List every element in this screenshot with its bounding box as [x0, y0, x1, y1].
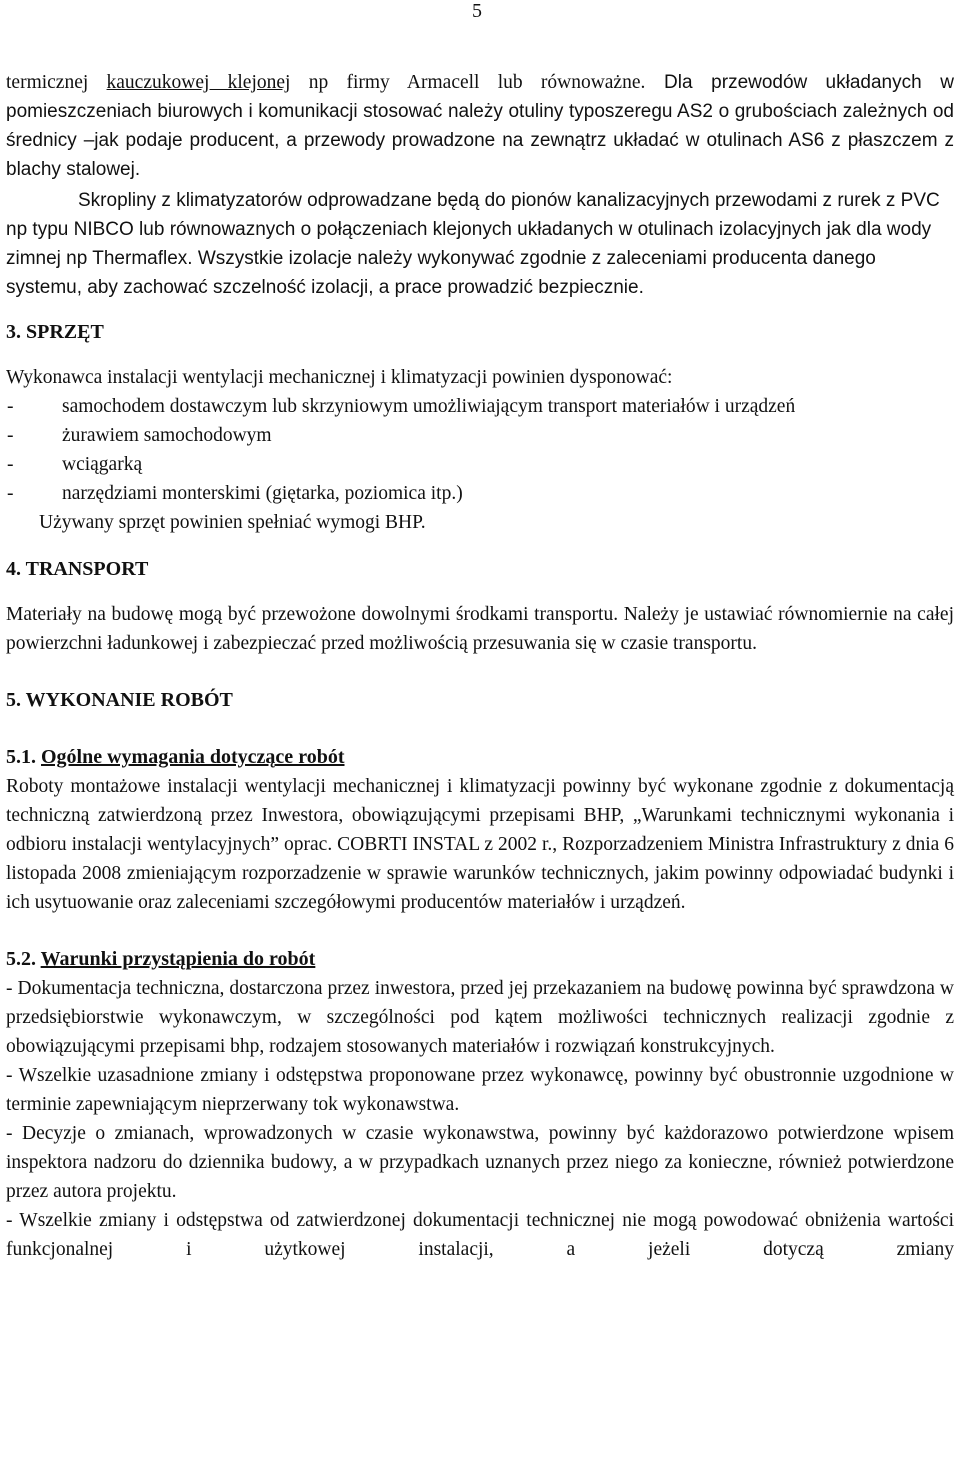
intro-text-end: prowadzone na zewnątrz układać w otulinach AS6 z płaszczem z blachy stalowej.: [6, 130, 954, 180]
section-5-2-paragraph: - Decyzje o zmianach, wprowadzonych w czasie wykonawstwa, powinny być każdorazowo potwierdzone wpisem inspektora nadzoru do dziennika budowy, a w przypadkach uznanych przez niego za konieczne, również potwierdzone przez autora projektu.: [6, 1123, 954, 1202]
condensate-text-2: Wszystkie izolacje należy wykonywać zgodnie z zaleceniami producenta danego systemu, aby zachować szczelność izolacji, a prace prowadzić bezpiecznie.: [6, 248, 876, 298]
section-3-note: Używany sprzęt powinien spełniać wymogi BHP.: [39, 512, 426, 533]
section-5-1-text: Roboty montażowe instalacji wentylacji mechanicznej i klimatyzacji powinny być wykonane zgodnie z dokumentacją techniczną zatwierdzoną przez Inwestora, obowiązującymi przepisami BHP, „Warunkami technicznymi wykonania i odbioru instalacji wentylacyjnych” oprac. COBRTI INSTAL z 2002 r., Rozporzadzeniem Ministra Infrastruktury z dnia 6 listopada 2008 zmieniającym rozporzadzenie w sprawie warunków technicznych, jakim powinny odpowiadać budynki i ich usytuowanie oraz zaleceniami szczegółowymi producentów materiałów i urządzeń.: [6, 776, 954, 913]
section-5-2-paragraph: - Wszelkie uzasadnione zmiany i odstępstwa proponowane przez wykonawcę, powinny być obustronnie uzgodnione w terminie zapewniającym nieprzerwany tok wykonawstwa.: [6, 1065, 954, 1115]
section-5-1-number: 5.1.: [6, 746, 41, 768]
section-5-2-number: 5.2.: [6, 948, 41, 970]
equipment-list: [6, 392, 954, 508]
intro-text-mid: np firmy Armacell lub równoważne.: [290, 72, 646, 93]
page-number: 5: [472, 0, 482, 22]
intro-text-start: termicznej: [6, 72, 107, 93]
list-item: - żurawiem samochodowym: [7, 425, 272, 446]
list-item: - samochodem dostawczym lub skrzyniowym umożliwiającym transport materiałów i urządzeń: [7, 396, 796, 417]
section-5-1-heading: [6, 743, 954, 772]
section-4-text: Materiały na budowę mogą być przewożone dowolnymi środkami transportu. Należy je ustawiać równomiernie na całej powierzchni ładunkowej i zabezpieczać przed możliwością przesuwania się w czasie transportu.: [6, 604, 954, 654]
intro-underlined-text: kauczukowej klejonej: [106, 72, 291, 93]
intro-text-mid-sans: Dla przewodów: [645, 72, 808, 93]
intro-paragraph: [6, 68, 954, 184]
condensate-text: Skropliny z klimatyzatorów odprowadzane będą do pionów kanalizacyjnych przewodami z rurek z PVC np typu NIBCO lub równowaznych o połączeniach klejonych układanych w otulinach izolacyjnych jak dla wody zimnej np Thermaflex.: [6, 190, 940, 269]
section-5-1-title: Ogólne wymagania dotyczące robót: [41, 746, 345, 768]
section-5-2-paragraph: - Dokumentacja techniczna, dostarczona przez inwestora, przed jej przekazaniem na budowę powinna być sprawdzona w przedsiębiorstwie wykonawczym, w szczególności pod kątem możliwości technicznych realizacji zgodnie z obowiązującymi przepisami bhp, rodzajem stosowanych materiałów i rozwiązań konstrukcyjnych.: [6, 978, 954, 1057]
section-3-heading: 3. SPRZĘT: [6, 321, 104, 343]
section-5-2-heading: [6, 945, 954, 974]
section-4-heading: 4. TRANSPORT: [6, 558, 149, 580]
section-5-2-paragraph: - Wszelkie zmiany i odstępstwa od zatwierdzonej dokumentacji technicznej nie mogą powodować obniżenia wartości funkcjonalnej i użytkowej instalacji, a jeżeli dotyczą zmiany: [6, 1210, 954, 1260]
condensate-paragraph: [6, 186, 954, 302]
content: [6, 68, 954, 1293]
list-item: - narzędziami monterskimi (giętarka, poziomica itp.): [7, 483, 463, 504]
intro-text-rest: układanych w pomieszczeniach biurowych i komunikacji stosować należy otuliny typoszeregu AS2 o grubościach zależnych od średnicy –jak podaje producent, a przewody: [6, 72, 955, 151]
section-5-2-title: Warunki przystąpienia do robót: [40, 948, 316, 970]
list-item: - wciągarką: [7, 454, 143, 475]
section-3-intro: Wykonawca instalacji wentylacji mechanicznej i klimatyzacji powinien dysponować:: [6, 367, 673, 388]
section-5-heading: 5. WYKONANIE ROBÓT: [6, 689, 233, 711]
